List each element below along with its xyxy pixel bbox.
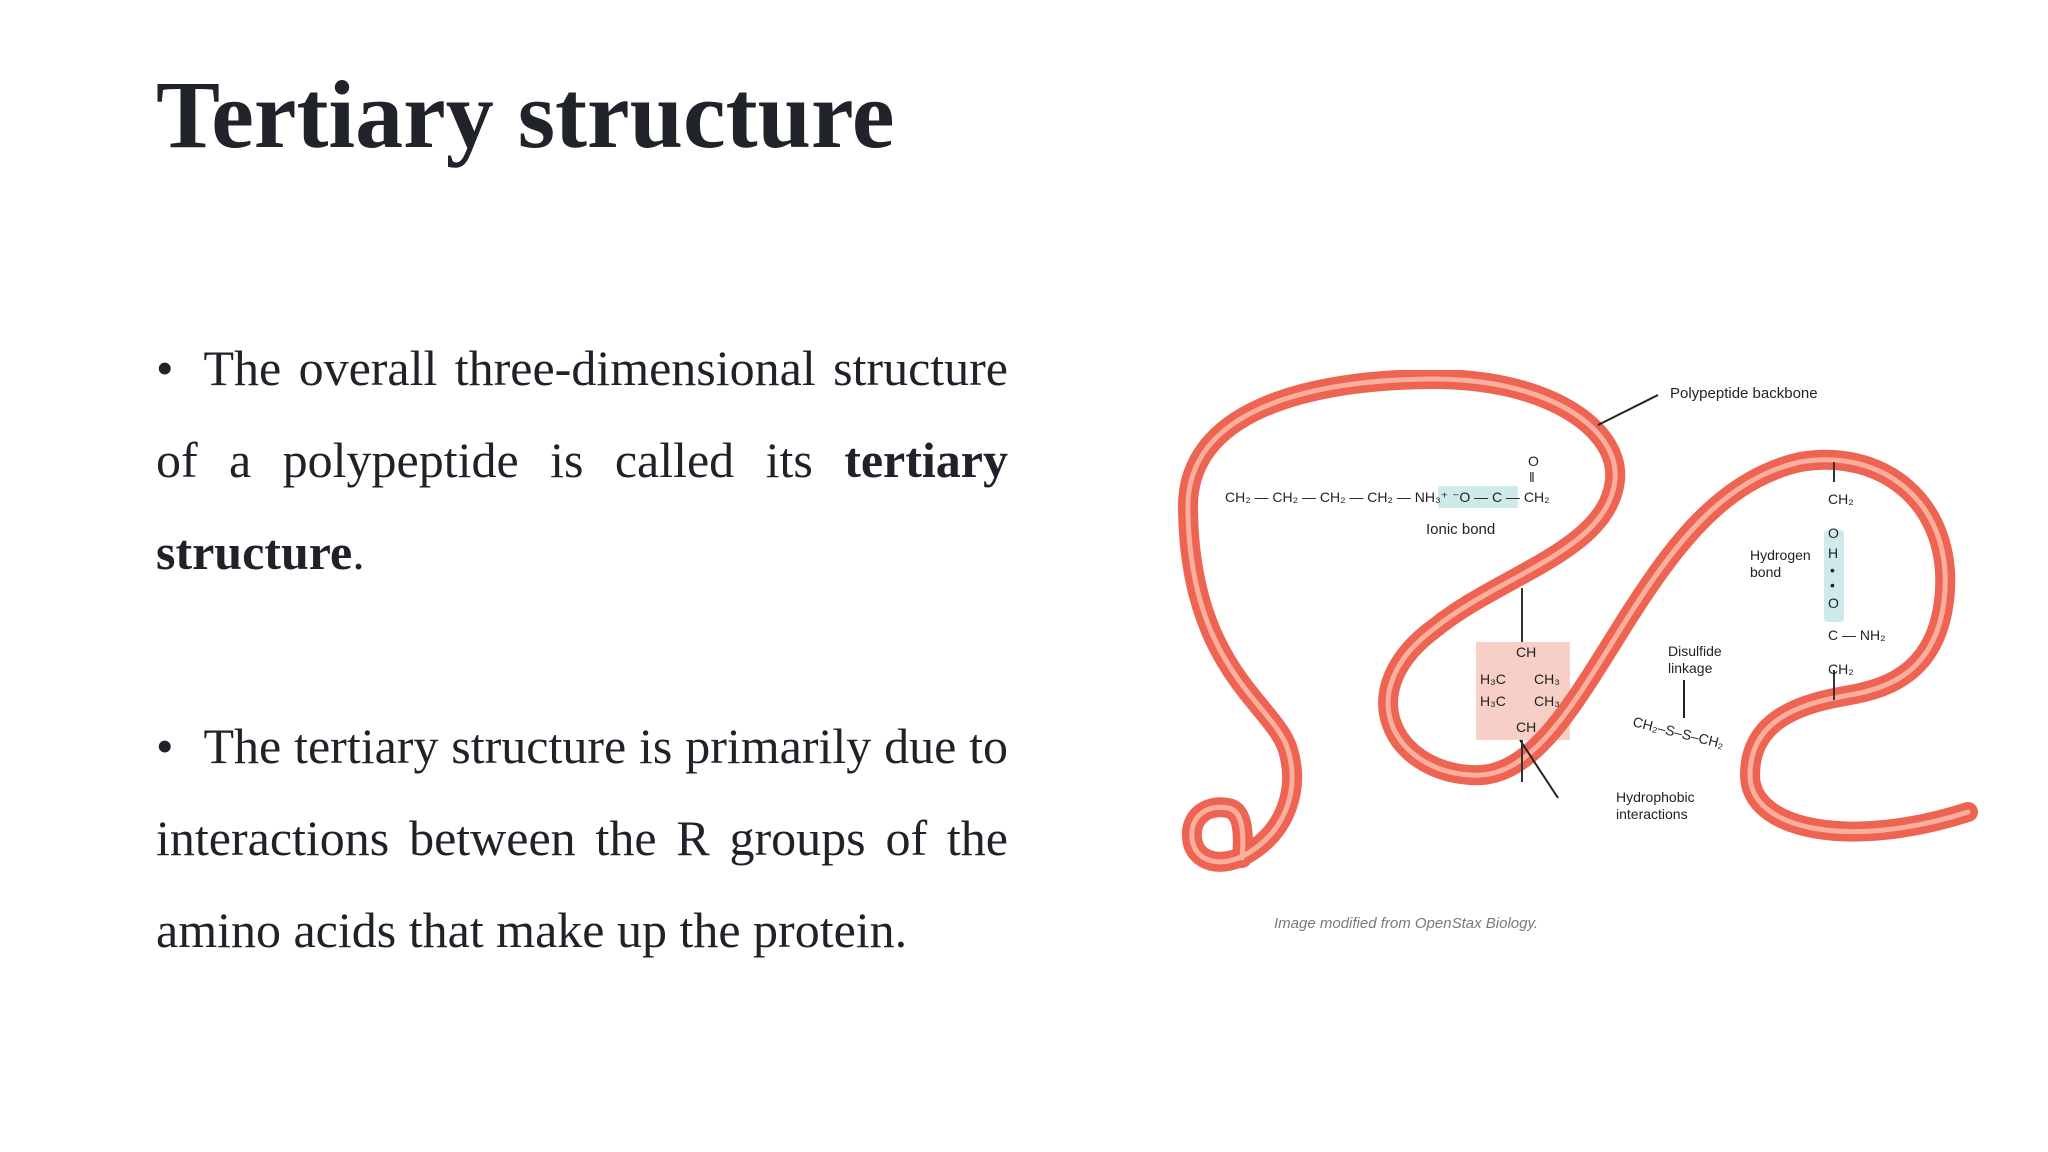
hydrophobic-ch3-2: CH₃	[1534, 693, 1560, 709]
hbond-dot-1: •	[1830, 562, 1835, 578]
disulfide-chain-text: CH₂–S–S–CH₂	[1631, 713, 1726, 752]
backbone-pointer-line	[1598, 395, 1658, 425]
hydrophobic-ch-bottom: CH	[1516, 719, 1537, 735]
carbonyl-double-bond: ‖	[1529, 469, 1535, 485]
label-hydrophobic-1: Hydrophobic	[1616, 789, 1695, 805]
hbond-ch2-top: CH₂	[1828, 491, 1854, 507]
hbond-hydrogen: H	[1828, 545, 1839, 561]
hbond-c-nh2: C — NH₂	[1828, 627, 1886, 643]
hbond-oxygen-1: O	[1828, 525, 1839, 541]
hbond-dot-2: •	[1830, 577, 1835, 593]
hbond-oxygen-2: O	[1828, 595, 1839, 611]
bullet-text: The overall three-dimensional structure of a polypeptide is called its	[156, 340, 1008, 488]
label-disulfide-2: linkage	[1668, 660, 1713, 676]
image-credit: Image modified from OpenStax Biology.	[1274, 915, 1539, 932]
hydrophobic-h3c-1: H₃C	[1480, 671, 1506, 687]
bullet-text-end: .	[352, 524, 365, 580]
label-ionic-bond: Ionic bond	[1426, 521, 1496, 538]
backbone-highlight	[1188, 379, 1968, 862]
figure-svg	[1150, 370, 1980, 950]
backbone-tube	[1188, 379, 1968, 862]
polypeptide-backbone	[1188, 379, 1968, 862]
label-hydrogen-bond-1: Hydrogen	[1750, 547, 1811, 563]
tertiary-structure-figure	[1150, 370, 1980, 950]
hydrophobic-ch3-1: CH₃	[1534, 671, 1560, 687]
label-hydrophobic-2: interactions	[1616, 806, 1688, 822]
label-disulfide-1: Disulfide	[1668, 643, 1722, 659]
bullet-item-2	[156, 700, 1008, 976]
hbond-ch2-bottom: CH₂	[1828, 661, 1854, 677]
bullet-marker: •	[156, 340, 174, 396]
bullet-marker: •	[156, 718, 174, 774]
slide-title: Tertiary structure	[156, 61, 895, 168]
hydrophobic-ch-top: CH	[1516, 644, 1537, 660]
bullet-bold-term: tertiary structure	[156, 432, 1008, 580]
label-hydrogen-bond-2: bond	[1750, 564, 1782, 580]
carbonyl-oxygen: O	[1528, 453, 1539, 469]
bullet-text: The tertiary structure is primarily due to interactions between the R groups of the amino acids that make up the protein.	[156, 718, 1008, 958]
label-polypeptide-backbone: Polypeptide backbone	[1670, 385, 1818, 402]
hydrophobic-h3c-2: H₃C	[1480, 693, 1506, 709]
bullet-item-1	[156, 322, 1008, 598]
ionic-chain-text: CH₂ — CH₂ — CH₂ — CH₂ — NH₃⁺ ⁻O — C — CH₂	[1225, 489, 1550, 505]
